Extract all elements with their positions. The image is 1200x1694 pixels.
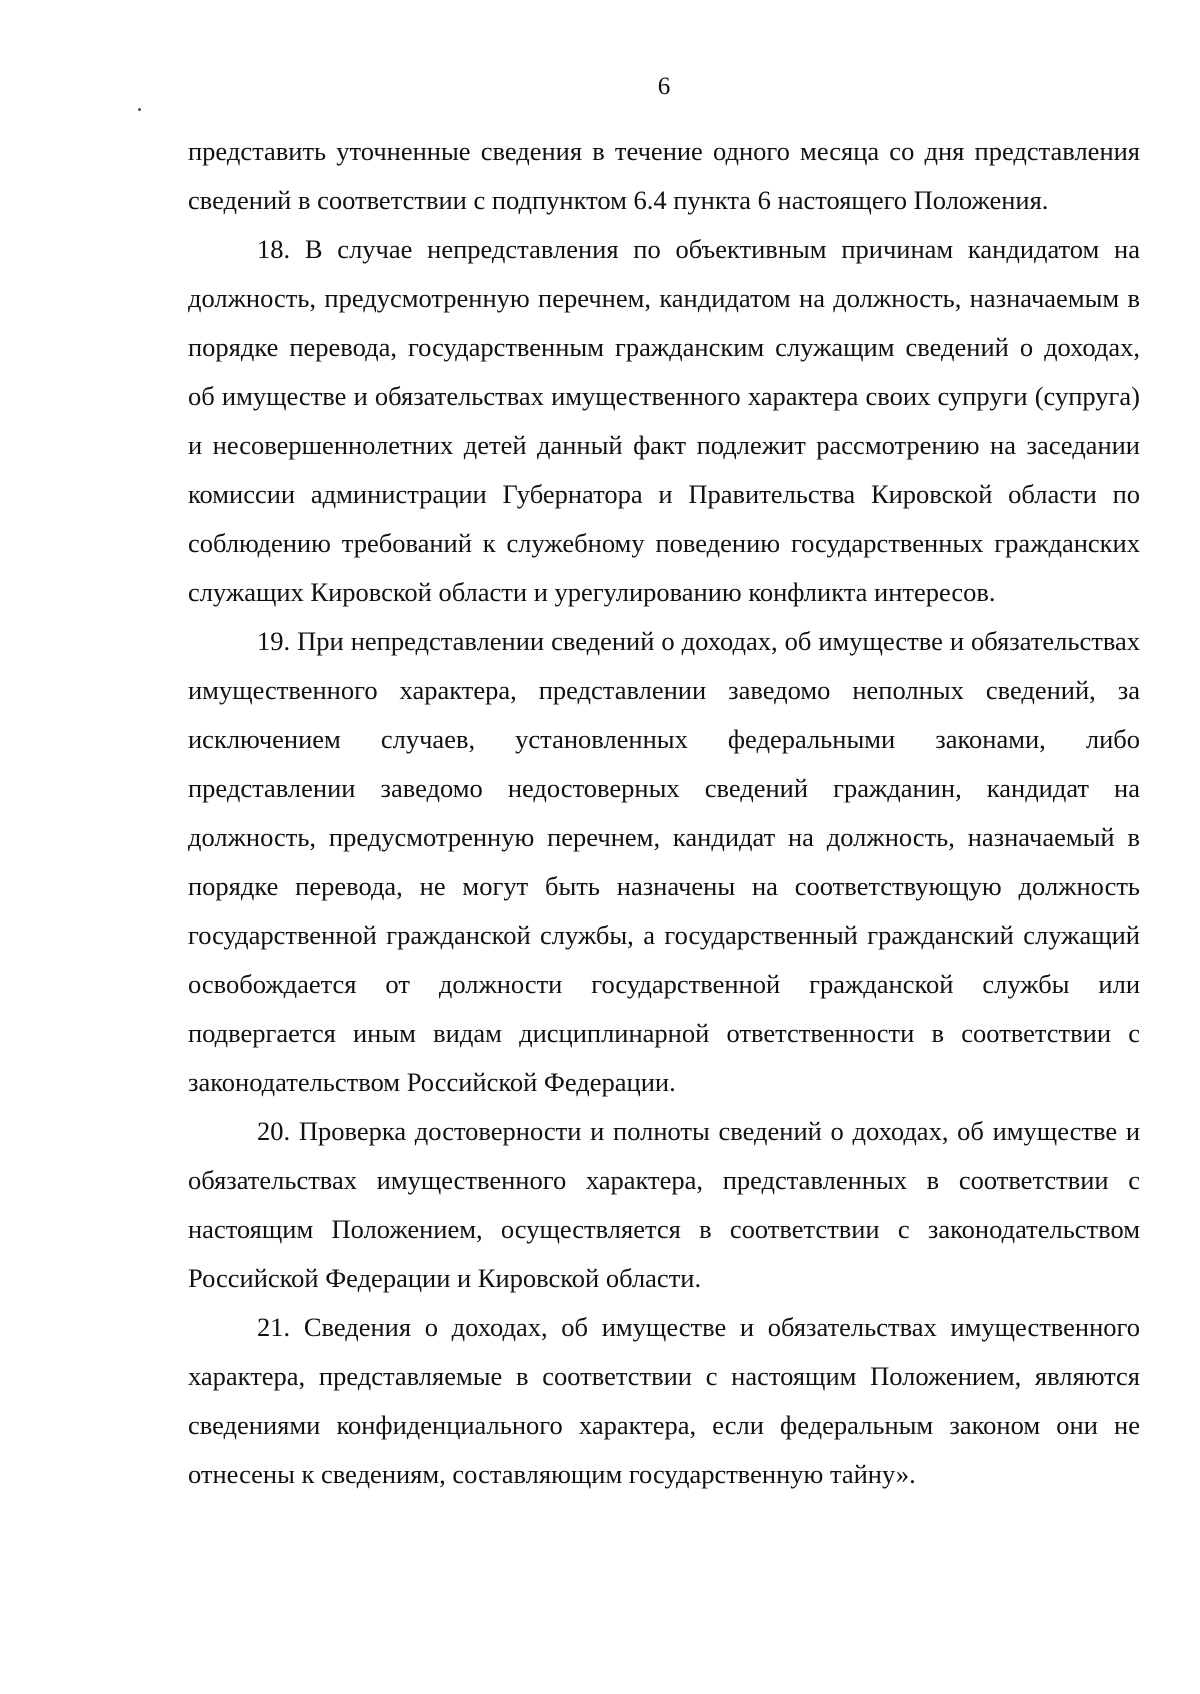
paragraph-continuation: представить уточненные сведения в течение одного месяца со дня представления сведений в соответствии с подпунктом 6.4 пункта 6 настоящего Положения. bbox=[188, 136, 1140, 215]
scan-speck bbox=[138, 108, 141, 111]
paragraph-21: 21. Сведения о доходах, об имуществе и обязательствах имущественного характера, представляемые в соответствии с настоящим Положением, являются сведениями конфиденциального характера, если федеральным законом они не отнесены к сведениям, составляющим государственную тайну». bbox=[188, 1312, 1140, 1489]
page-number: 6 bbox=[657, 73, 671, 100]
document-body bbox=[188, 127, 1140, 1499]
paragraph-19: 19. При непредставлении сведений о доходах, об имуществе и обязательствах имущественного характера, представлении заведомо неполных сведений, за исключением случаев, установленных федеральными законами, либо представлении заведомо недостоверных сведений гражданин, кандидат на должность, предусмотренную перечнем, кандидат на должность, назначаемый в порядке перевода, не могут быть назначены на соответствующую должность государственной гражданской службы, а государственный гражданский служащий освобождается от должности государственной гражданской службы или подвергается иным видам дисциплинарной ответственности в соответствии с законодательством Российской Федерации. bbox=[188, 626, 1140, 1097]
paragraph-20: 20. Проверка достоверности и полноты сведений о доходах, об имуществе и обязательствах имущественного характера, представленных в соответствии с настоящим Положением, осуществляется в соответствии с законодательством Российской Федерации и Кировской области. bbox=[188, 1116, 1140, 1293]
paragraph-18: 18. В случае непредставления по объективным причинам кандидатом на должность, предусмотренную перечнем, кандидатом на должность, назначаемым в порядке перевода, государственным гражданским служащим сведений о доходах, об имуществе и обязательствах имущественного характера своих супруги (супруга) и несовершеннолетних детей данный факт подлежит рассмотрению на заседании комиссии администрации Губернатора и Правительства Кировской области по соблюдению требований к служебному поведению государственных гражданских служащих Кировской области и урегулированию конфликта интересов. bbox=[188, 234, 1140, 607]
